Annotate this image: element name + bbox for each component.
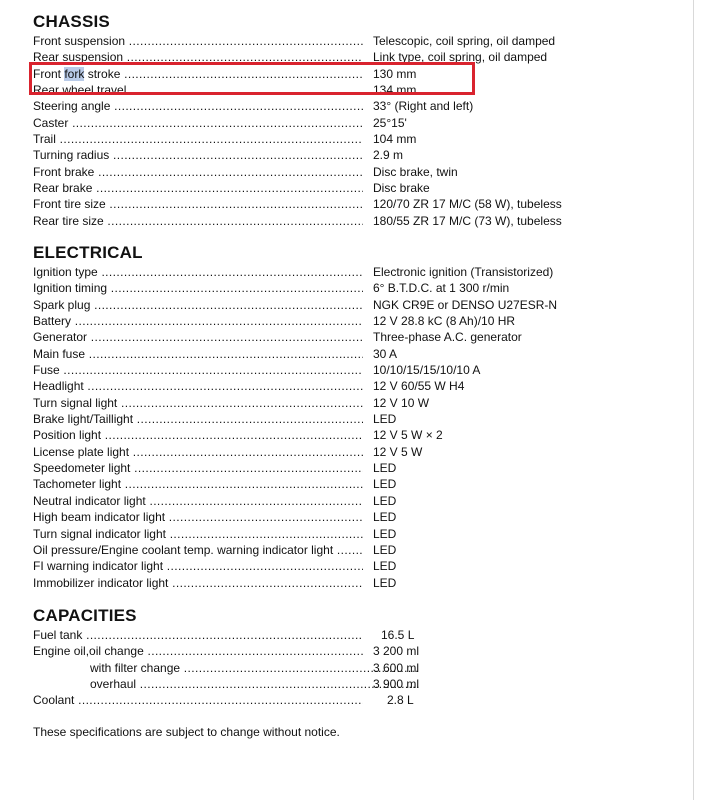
spec-row: Generator ..... Three-phase A.C. generator (33, 329, 593, 345)
electrical-heading: ELECTRICAL (33, 243, 143, 262)
spec-row-rear-wheel-travel: Rear wheel travel ..... 134 mm (33, 82, 593, 98)
spec-row: overhaul ..... 3 900 ml (33, 676, 593, 692)
chassis-section (33, 12, 593, 229)
spec-row: Battery ..... 12 V 28.8 kC (8 Ah)/10 HR (33, 313, 593, 329)
spec-row: Rear tire size ..... 180/55 ZR 17 M/C (73 W), tubeless (33, 213, 593, 229)
spec-row: Front brake ..... Disc brake, twin (33, 164, 593, 180)
selectable-text[interactable]: Front fork stroke ..... (33, 66, 363, 82)
red-highlight-box (29, 62, 475, 95)
spec-row: with filter change ..... 3 600 ml (33, 660, 593, 676)
spec-row: Front tire size ..... 120/70 ZR 17 M/C (58 W), tubeless (33, 196, 593, 212)
spec-row: Immobilizer indicator light ..... LED (33, 575, 593, 591)
spec-row: Ignition timing ..... 6° B.T.D.C. at 1 300 r/min (33, 280, 593, 296)
spec-row: Speedometer light ..... LED (33, 460, 593, 476)
spec-row: Front suspension ..... Telescopic, coil spring, oil damped (33, 33, 593, 49)
spec-row: Neutral indicator light ..... LED (33, 493, 593, 509)
spec-row: Headlight ..... 12 V 60/55 W H4 (33, 378, 593, 394)
page-edge-line (693, 0, 694, 800)
spec-row: Coolant ..... 2.8 L (33, 692, 593, 708)
spec-row: Turn signal indicator light ..... LED (33, 526, 593, 542)
spec-row: Engine oil,oil change ..... 3 200 ml (33, 643, 593, 659)
spec-row: Rear suspension ..... Link type, coil spring, oil damped (33, 49, 593, 65)
spec-row: Brake light/Taillight ..... LED (33, 411, 593, 427)
capacities-heading: CAPACITIES (33, 606, 137, 625)
spec-row: Tachometer light ..... LED (33, 476, 593, 492)
spec-row-front-fork-stroke: Front fork stroke ..... 130 mm (33, 66, 593, 82)
spec-row: Fuse ..... 10/10/15/15/10/10 A (33, 362, 593, 378)
spec-row: Steering angle ..... 33° (Right and left) (33, 98, 593, 114)
spec-row: License plate light ..... 12 V 5 W (33, 444, 593, 460)
spec-row: Ignition type ..... Electronic ignition (Transistorized) (33, 264, 593, 280)
spec-row: Caster ..... 25°15' (33, 115, 593, 131)
footnote: These specifications are subject to change without notice. (33, 725, 340, 739)
spec-row: Rear brake ..... Disc brake (33, 180, 593, 196)
spec-row: FI warning indicator light ..... LED (33, 558, 593, 574)
spec-row: Fuel tank ..... 16.5 L (33, 627, 593, 643)
spec-row: Oil pressure/Engine coolant temp. warning indicator light ..... LED (33, 542, 593, 558)
spec-row: Spark plug ..... NGK CR9E or DENSO U27ESR-N (33, 297, 593, 313)
text-selection[interactable]: fork (64, 66, 85, 81)
chassis-heading: CHASSIS (33, 12, 110, 31)
spec-row: Main fuse ..... 30 A (33, 346, 593, 362)
capacities-section (33, 606, 593, 709)
spec-row: Turning radius ..... 2.9 m (33, 147, 593, 163)
spec-row: Turn signal light ..... 12 V 10 W (33, 395, 593, 411)
spec-row: Trail ..... 104 mm (33, 131, 593, 147)
spec-row: Position light ..... 12 V 5 W × 2 (33, 427, 593, 443)
spec-row: High beam indicator light ..... LED (33, 509, 593, 525)
electrical-section (33, 243, 593, 591)
